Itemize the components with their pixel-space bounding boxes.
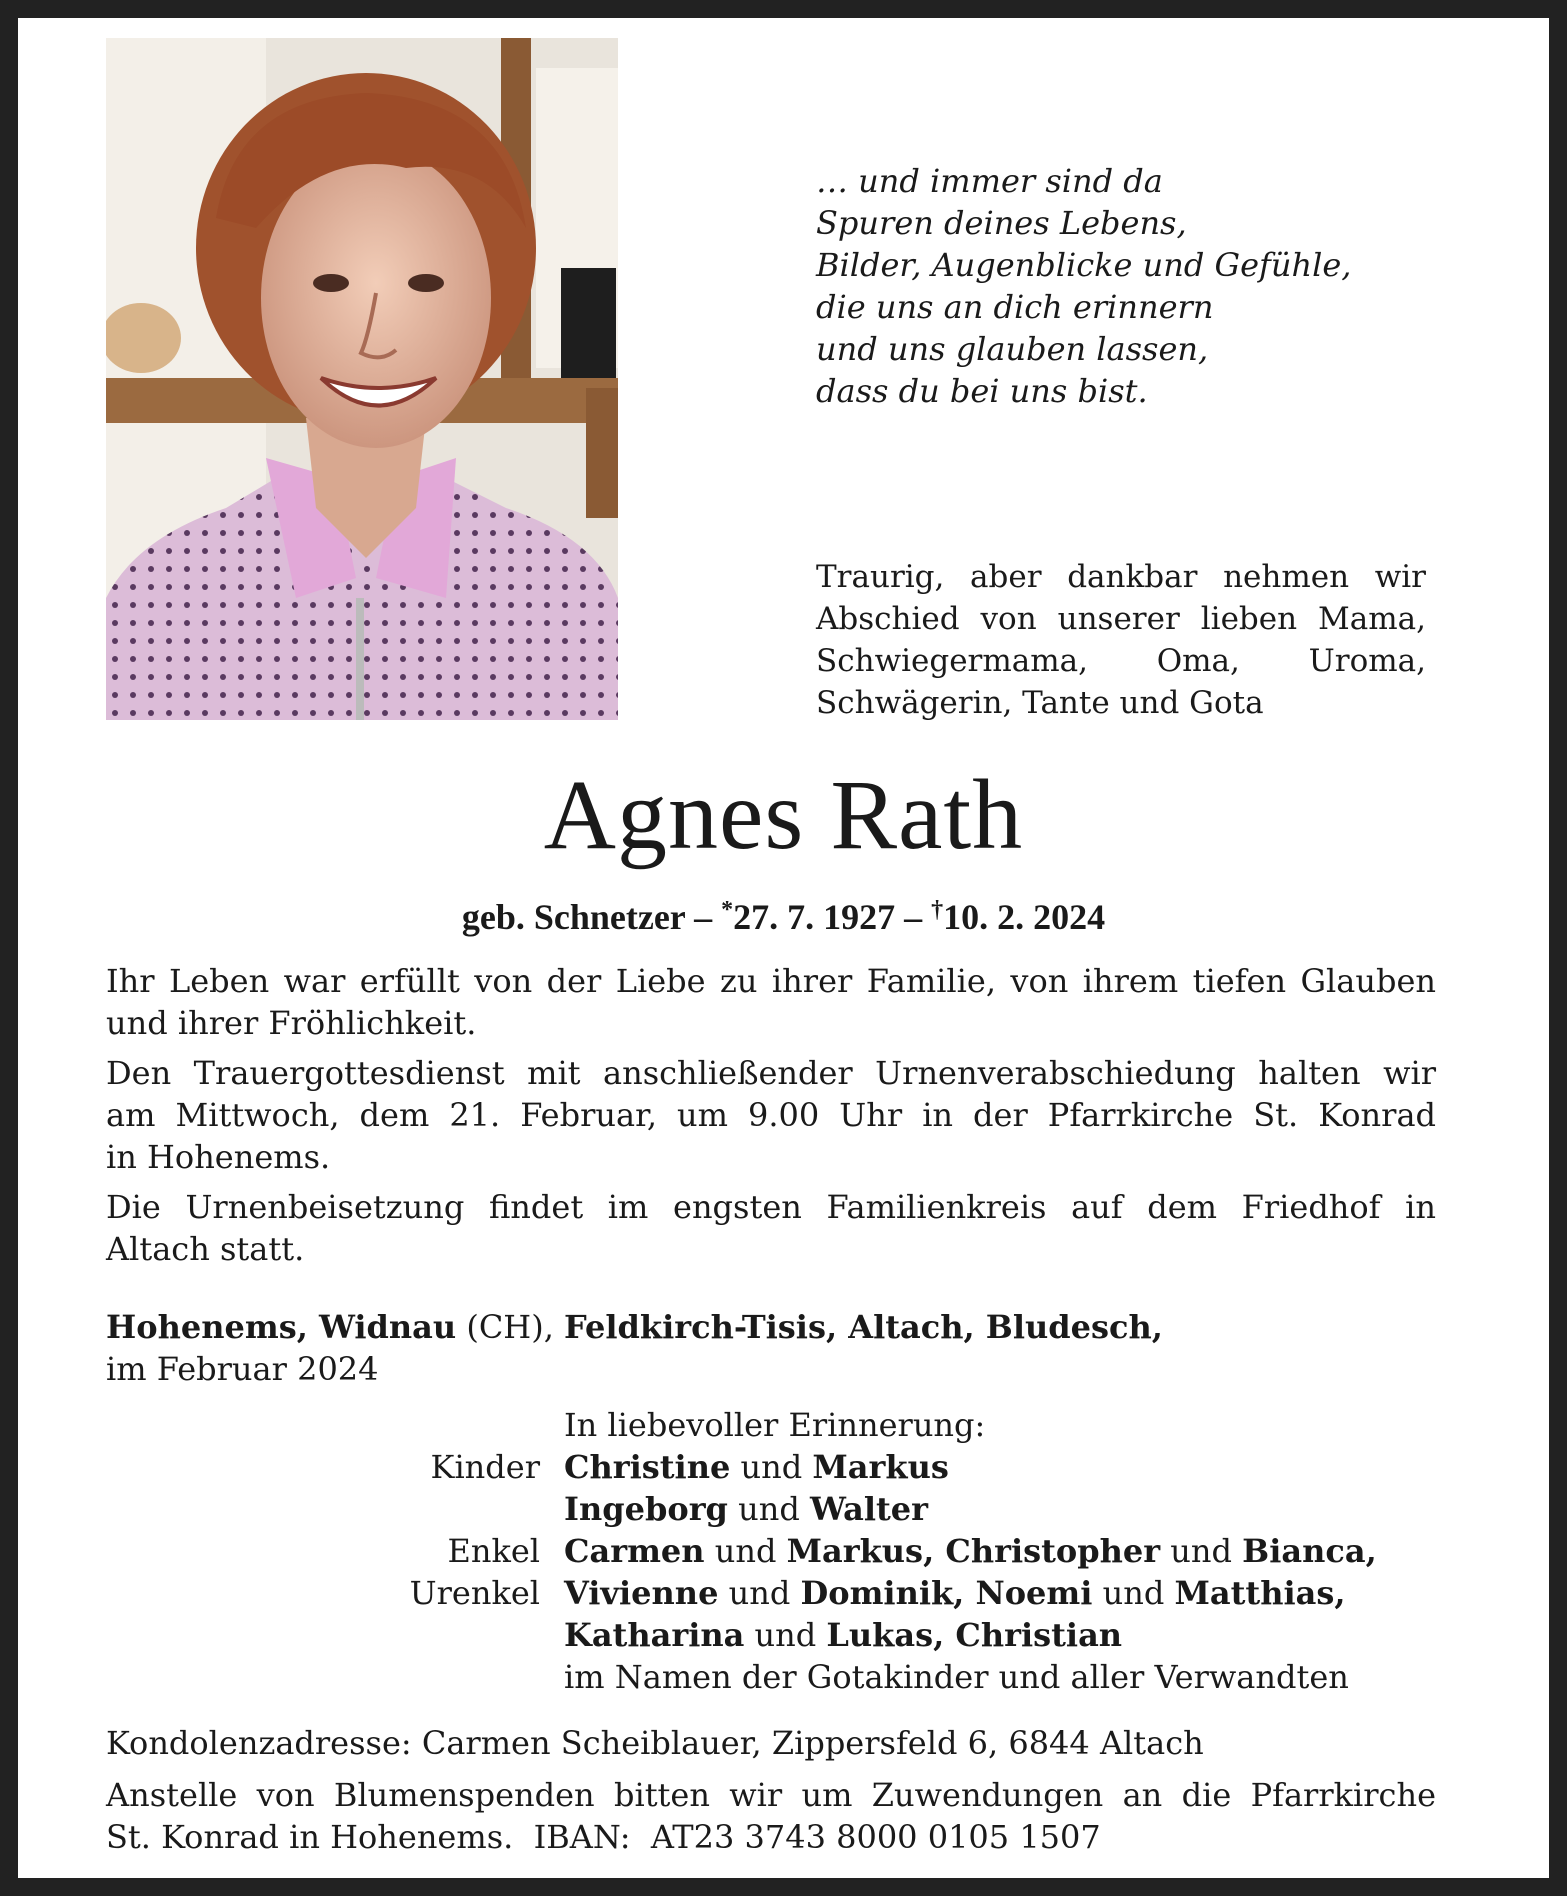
urenkel-line-1 <box>564 1572 1346 1614</box>
kinder-name: Christine <box>564 1448 731 1486</box>
poem-line: Bilder, Augenblicke und Gefühle, <box>816 246 1352 284</box>
poem-line: dass du bei uns bist. <box>816 372 1148 410</box>
death-date: 10. 2. 2024 <box>943 897 1106 937</box>
urenkel-label: Urenkel <box>409 1574 540 1612</box>
separator: – <box>694 897 713 937</box>
paragraph-line: in Hohenems. <box>106 1138 331 1176</box>
intro-line: Traurig, aber dankbar nehmen wir <box>816 559 1426 595</box>
kinder-label: Kinder <box>430 1448 540 1486</box>
places-bold-a: Hohenems, Widnau <box>106 1308 457 1346</box>
maiden-name: geb. Schnetzer <box>461 897 686 937</box>
portrait-illustration <box>106 38 618 720</box>
death-symbol: † <box>931 897 944 923</box>
places-country: (CH), <box>456 1308 565 1346</box>
enkel-name: Carmen <box>564 1532 705 1570</box>
birth-date: 27. 7. 1927 <box>733 897 896 937</box>
memory-closing: im Namen der Gotakinder und aller Verwandten <box>564 1658 1349 1696</box>
urenkel-name: Lukas, Christian <box>826 1616 1123 1654</box>
enkel-line <box>564 1530 1377 1572</box>
condolence-address: Kondolenzadresse: Carmen Scheiblauer, Zippersfeld 6, 6844 Altach <box>106 1724 1204 1762</box>
life-dates <box>0 888 1567 939</box>
places-line <box>106 1306 1436 1390</box>
and-word: und <box>754 1616 817 1654</box>
donation-line: St. Konrad in Hohenems. IBAN: AT23 3743 8000 0105 1507 <box>106 1818 1101 1856</box>
and-word: und <box>714 1532 777 1570</box>
kinder-name: Ingeborg <box>564 1490 728 1528</box>
birth-symbol: * <box>721 897 734 923</box>
poem-line: und uns glauben lassen, <box>816 330 1209 368</box>
and-word: und <box>1102 1574 1165 1612</box>
places-bold-b: Feldkirch-Tisis, Altach, Bludesch, <box>564 1308 1163 1346</box>
paragraph-line: Die Urnenbeisetzung findet im engsten Familienkreis auf dem Friedhof in <box>106 1188 1436 1226</box>
enkel-name: Markus, Christopher <box>786 1532 1161 1570</box>
separator: – <box>904 897 923 937</box>
paragraph-life <box>106 960 1436 1044</box>
kinder-name: Markus <box>812 1448 949 1486</box>
intro-text <box>816 556 1426 724</box>
intro-line: Schwägerin, Tante und Gota <box>816 685 1264 721</box>
paragraph-burial <box>106 1186 1436 1270</box>
paragraph-line: Den Trauergottesdienst mit anschließender Urnenverabschiedung halten wir <box>106 1054 1436 1092</box>
and-word: und <box>740 1448 803 1486</box>
donation-line: Anstelle von Blumenspenden bitten wir um Zuwendungen an die Pfarrkirche <box>106 1776 1436 1814</box>
paragraph-line: und ihrer Fröhlichkeit. <box>106 1004 477 1042</box>
memory-heading: In liebevoller Erinnerung: <box>564 1406 986 1444</box>
deceased-name: Agnes Rath <box>543 759 1024 870</box>
poem-line: Spuren deines Lebens, <box>816 204 1187 242</box>
paragraph-service <box>106 1052 1436 1178</box>
portrait-photo <box>106 38 618 720</box>
kinder-name: Walter <box>809 1490 929 1528</box>
intro-line: Abschied von unserer lieben Mama, <box>816 601 1426 637</box>
urenkel-name: Matthias, <box>1174 1574 1346 1612</box>
kinder-line-1 <box>564 1446 949 1488</box>
places-date: im Februar 2024 <box>106 1350 379 1388</box>
urenkel-name: Vivienne <box>564 1574 719 1612</box>
and-word: und <box>1170 1532 1232 1570</box>
urenkel-name: Dominik, Noemi <box>800 1574 1093 1612</box>
donation-note <box>106 1774 1436 1858</box>
urenkel-name: Katharina <box>564 1616 745 1654</box>
paragraph-line: Ihr Leben war erfüllt von der Liebe zu ihrer Familie, von ihrem tiefen Glauben <box>106 962 1436 1000</box>
kinder-line-2 <box>564 1488 928 1530</box>
enkel-name: Bianca, <box>1242 1532 1377 1570</box>
places <box>106 1306 1436 1348</box>
paragraph-line: am Mittwoch, dem 21. Februar, um 9.00 Uhr in der Pfarrkirche St. Konrad <box>106 1096 1436 1134</box>
poem-line: … und immer sind da <box>816 162 1163 200</box>
urenkel-line-2 <box>564 1614 1122 1656</box>
enkel-label: Enkel <box>447 1532 540 1570</box>
poem <box>816 160 1436 412</box>
and-word: und <box>728 1574 791 1612</box>
poem-line: die uns an dich erinnern <box>816 288 1214 326</box>
and-word: und <box>738 1490 800 1528</box>
paragraph-line: Altach statt. <box>106 1230 305 1268</box>
intro-line: Schwiegermama, Oma, Uroma, <box>816 643 1426 679</box>
